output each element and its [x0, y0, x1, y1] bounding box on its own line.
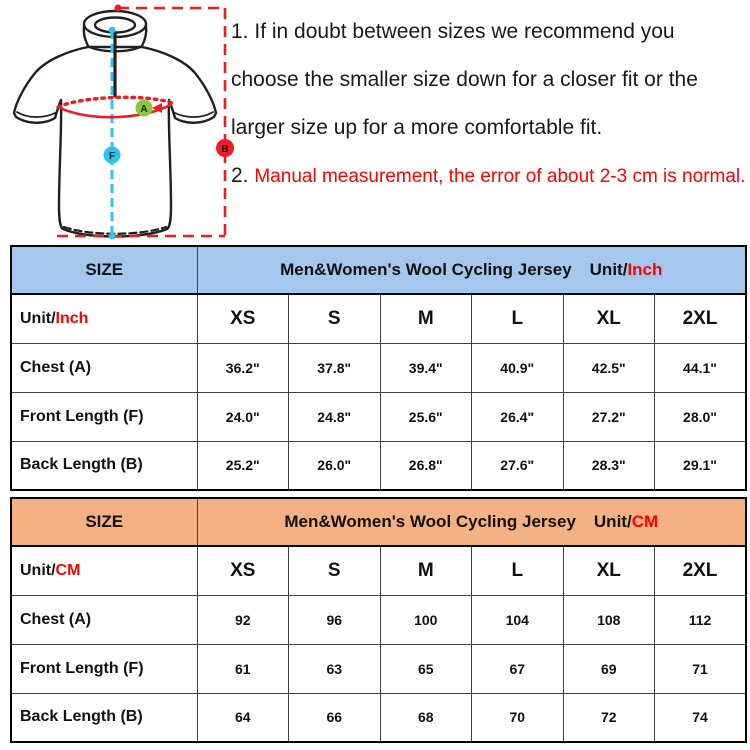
size-column-header: XS — [197, 546, 289, 595]
table-title-unit-prefix: Unit/ — [593, 512, 632, 531]
note-1-line-3 — [231, 104, 748, 152]
measurement-label: Back Length (B) — [11, 693, 197, 742]
size-column-header: S — [289, 294, 381, 343]
measurement-value: 26.8" — [380, 441, 472, 490]
measurement-value: 44.1" — [655, 343, 747, 392]
size-column-header: M — [380, 294, 472, 343]
measurement-value: 68 — [380, 693, 472, 742]
measurement-value: 72 — [563, 693, 655, 742]
table-title-cell — [197, 246, 746, 294]
table-title: Men&Women's Wool Cycling Jersey — [280, 260, 572, 279]
measurement-value: 39.4" — [380, 343, 472, 392]
measurement-row — [11, 392, 746, 441]
size-column-header: 2XL — [655, 294, 747, 343]
measurement-value: 70 — [472, 693, 564, 742]
jersey-diagram — [2, 0, 234, 245]
size-column-header: XL — [563, 294, 655, 343]
measurement-value: 96 — [289, 595, 381, 644]
note-2-text: Manual measurement, the error of about 2-3 cm is normal. — [254, 166, 746, 187]
measurement-value: 27.6" — [472, 441, 564, 490]
measurement-value: 63 — [289, 644, 381, 693]
note-1-text-3: larger size up for a more comfortable fit. — [231, 116, 603, 139]
measurement-value: 69 — [563, 644, 655, 693]
measurement-value: 108 — [563, 595, 655, 644]
measurement-value: 24.0" — [197, 392, 289, 441]
measurement-value: 66 — [289, 693, 381, 742]
measurement-value: 27.2" — [563, 392, 655, 441]
measurement-label: Back Length (B) — [11, 441, 197, 490]
size-column-header: XL — [563, 546, 655, 595]
table-header-row — [11, 246, 746, 294]
measurement-value: 26.0" — [289, 441, 381, 490]
measurement-label: Chest (A) — [11, 343, 197, 392]
front-badge-label: F — [108, 151, 116, 162]
measurement-value: 65 — [380, 644, 472, 693]
note-1-line-1 — [231, 8, 748, 56]
note-1-text-1: If in doubt between sizes we recommend you — [254, 20, 675, 43]
unit-label-cell: Unit/Inch — [11, 294, 197, 343]
measurement-value: 42.5" — [563, 343, 655, 392]
measurement-row — [11, 441, 746, 490]
measurement-value: 25.2" — [197, 441, 289, 490]
size-header-cell: SIZE — [11, 246, 197, 294]
measurement-value: 24.8" — [289, 392, 381, 441]
measurement-value: 92 — [197, 595, 289, 644]
measurement-label: Front Length (F) — [11, 644, 197, 693]
table-title-unit: CM — [631, 512, 659, 531]
size-chart-inch-table — [10, 245, 747, 491]
measurement-value: 36.2" — [197, 343, 289, 392]
measurement-row — [11, 644, 746, 693]
jersey-outline — [14, 11, 216, 237]
measurement-value: 29.1" — [655, 441, 747, 490]
measurement-value: 28.3" — [563, 441, 655, 490]
measurement-row — [11, 595, 746, 644]
chest-badge — [136, 100, 153, 117]
measurement-value: 40.9" — [472, 343, 564, 392]
table-header-row — [11, 498, 746, 546]
measurement-label: Chest (A) — [11, 595, 197, 644]
size-column-header: L — [472, 294, 564, 343]
collar-top-dot — [115, 5, 122, 12]
measurement-value: 74 — [655, 693, 747, 742]
table-title: Men&Women's Wool Cycling Jersey — [284, 512, 576, 531]
size-column-header: 2XL — [655, 546, 747, 595]
measurement-value: 37.8" — [289, 343, 381, 392]
size-header-cell: SIZE — [11, 498, 197, 546]
size-column-header: M — [380, 546, 472, 595]
measurement-row — [11, 693, 746, 742]
size-column-header: L — [472, 546, 564, 595]
measurement-value: 64 — [197, 693, 289, 742]
table-title-cell — [197, 498, 746, 546]
note-2-number: 2. — [231, 164, 249, 187]
note-1-text-2: choose the smaller size down for a closer fit or the — [231, 68, 698, 91]
table-title-unit-prefix: Unit/ — [589, 260, 628, 279]
unit-label-cell: Unit/CM — [11, 546, 197, 595]
front-badge — [104, 147, 121, 164]
chest-badge-label: A — [140, 104, 148, 115]
measurement-label: Front Length (F) — [11, 392, 197, 441]
measurement-value: 25.6" — [380, 392, 472, 441]
note-1-line-2 — [231, 56, 748, 104]
table-title-unit: Inch — [627, 260, 663, 279]
measurement-value: 71 — [655, 644, 747, 693]
note-2-line — [231, 152, 748, 201]
measurement-value: 112 — [655, 595, 747, 644]
size-column-header: XS — [197, 294, 289, 343]
measurement-value: 61 — [197, 644, 289, 693]
size-column-header: S — [289, 546, 381, 595]
measurement-value: 26.4" — [472, 392, 564, 441]
measurement-value: 67 — [472, 644, 564, 693]
size-chart-cm-table — [10, 497, 747, 743]
sizing-notes — [231, 8, 748, 201]
note-1-number: 1. — [231, 20, 249, 43]
back-badge-label: B — [221, 144, 229, 155]
unit-row — [11, 546, 746, 595]
measurement-row — [11, 343, 746, 392]
unit-row — [11, 294, 746, 343]
measurement-value: 100 — [380, 595, 472, 644]
measurement-value: 104 — [472, 595, 564, 644]
measurement-value: 28.0" — [655, 392, 747, 441]
